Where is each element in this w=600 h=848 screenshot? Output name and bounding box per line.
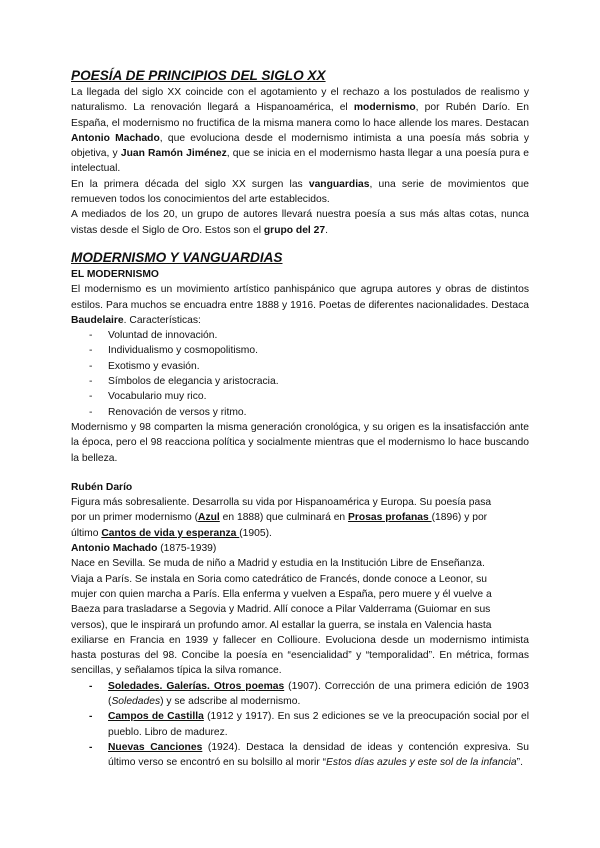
paragraph-vanguardias (71, 177, 529, 208)
paragraph-intro (71, 85, 529, 177)
machado-works-list (71, 679, 529, 771)
dario-line (71, 510, 529, 525)
paragraph-modernismo-98: Modernismo y 98 comparten la misma generación cronológica, y su origen es la insatisfacción ante la época, pero el 98 reacciona política y socialmente mientras que el modernismo lo hace buscando la belleza. (71, 421, 529, 464)
text: (1896) y por (431, 512, 488, 524)
work-description (108, 740, 529, 771)
text: , una serie de movimientos que remueven todos los conocimientos del arte establecidos. (71, 178, 529, 206)
dario-line (71, 526, 529, 541)
text: ”. (516, 757, 523, 769)
dash-bullet: - (89, 391, 93, 403)
work-description (108, 709, 529, 740)
text: último (71, 527, 102, 539)
features-list (71, 328, 529, 420)
section-title-modernismo-vanguardias: MODERNISMO Y VANGUARDIAS (71, 249, 283, 265)
dash-bullet: - (89, 360, 93, 372)
bold-modernismo: modernismo (353, 102, 416, 114)
feature-text: Símbolos de elegancia y aristocracia. (108, 376, 279, 388)
bold-grupo-del-27: grupo del 27 (263, 224, 326, 236)
machado-bio (71, 556, 529, 678)
paragraph-grupo-27 (71, 207, 529, 238)
dario-line: Figura más sobresaliente. Desarrolla su vida por Hispanoamérica y Europa. Su poesía pasa (71, 497, 492, 509)
work-title-azul: Azul (198, 512, 220, 524)
list-item (71, 343, 529, 358)
text: La llegada del siglo XX coincide con el agotamiento y el rechazo a los postulados de realismo y naturalismo. La renovación llegará a Hispanoamérica, el (71, 87, 529, 114)
text: ) y se adscribe al modernismo. (160, 695, 301, 707)
bold-baudelaire: Baudelaire (71, 314, 124, 326)
italic-quote: Estos días azules y este sol de la infancia (326, 757, 517, 769)
bold-vanguardias: vanguardias (308, 178, 370, 190)
text: , que evoluciona desde el modernismo intimista a una poesía más sobria y objetiva, y (71, 132, 529, 160)
feature-text: Exotismo y evasión. (108, 360, 200, 372)
text: (1907). Corrección de una primera edición de 1903 ( (108, 680, 529, 707)
dash-bullet: - (89, 680, 93, 692)
paragraph-modernismo-intro (71, 282, 529, 328)
text: (1912 y 1917). En sus 2 ediciones se ve la preocupación social por el pueblo. Libro de madurez. (108, 711, 529, 738)
text: , por Rubén Darío. En España, el modernismo no fructifica de la misma manera como lo hace allende los mares. Destacan (71, 102, 529, 129)
work-title: Campos de Castilla (108, 711, 204, 723)
bio-line: Baeza para trasladarse a Segovia y Madrid. Allí conoce a Pilar Valderrama (Guiomar en sus (71, 604, 491, 616)
feature-text: Voluntad de innovación. (108, 330, 218, 342)
text: (1924). Destaca la densidad de ideas y contención expresiva. Su último verso se encontró en su bolsillo al morir “ (108, 741, 529, 769)
author-heading-antonio-machado (71, 541, 529, 556)
text: en 1888) que culminará en (219, 512, 349, 524)
author-heading-ruben-dario: Rubén Darío (71, 481, 133, 493)
feature-text: Renovación de versos y ritmo. (108, 406, 247, 418)
bio-line: Nace en Sevilla. Se muda de niño a Madrid y estudia en la Institución Libre de Enseñanza. (71, 558, 485, 570)
bio-tail: exiliarse en Francia en 1939 y fallecer en Collioure. Evoluciona desde un modernismo intimista hasta posturas del 98. Concibe la poesía en “esencialidad” y “temporalidad”. En métrica, formas sencillas, y señalamos típica la silva romance. (71, 634, 529, 677)
italic-title: Soledades (111, 695, 161, 707)
list-item (71, 709, 529, 740)
dario-paragraph (71, 495, 529, 541)
feature-text: Individualismo y cosmopolitismo. (108, 345, 258, 357)
author-name: Antonio Machado (71, 543, 158, 555)
author-dates: (1875-1939) (157, 543, 217, 555)
work-title-prosas-profanas: Prosas profanas (348, 512, 432, 524)
text: A mediados de los 20, un grupo de autores llevará nuestra poesía a sus más altas cotas, nunca vistas desde el Siglo de Oro. Estos son el (71, 209, 529, 236)
text: , que se inicia en el modernismo hasta llegar a una poesía pura e intelectual. (71, 148, 529, 175)
dash-bullet: - (89, 330, 93, 342)
dash-bullet: - (89, 345, 93, 357)
list-item (71, 389, 529, 404)
text: . (325, 224, 328, 236)
document-page (71, 68, 529, 770)
list-item (71, 374, 529, 389)
bold-juan-ramon-jimenez: Juan Ramón Jiménez (120, 148, 227, 160)
work-title: Nuevas Canciones (108, 741, 203, 753)
feature-text: Vocabulario muy rico. (108, 391, 207, 403)
dash-bullet: - (89, 406, 93, 418)
dash-bullet: - (89, 711, 93, 723)
list-item (71, 405, 529, 420)
spacer (71, 466, 529, 480)
bio-line: mujer con quien marcha a París. Ella enferma y vuelven a España, pero muere y él vuelve a (71, 588, 492, 600)
bio-line: versos), que le inspirará un profundo amor. Al estallar la guerra, se instala en Valencia hasta (71, 619, 492, 631)
work-title-cantos: Cantos de vida y esperanza (101, 527, 240, 539)
text: . Características: (123, 314, 201, 326)
dash-bullet: - (89, 376, 93, 388)
text: (1905). (239, 527, 272, 539)
work-title: Soledades. Galerías. Otros poemas (108, 680, 285, 692)
text: En la primera década del siglo XX surgen las (71, 178, 309, 190)
text: El modernismo es un movimiento artístico panhispánico que agrupa autores y obras de distintos estilos. Para muchos se encuadra entre 1888 y 1916. Poetas de diferentes nacionalidades. Destaca (71, 284, 529, 311)
list-item (71, 740, 529, 771)
bold-antonio-machado: Antonio Machado (71, 132, 160, 144)
bio-line: Viaja a París. Se instala en Soria como catedrático de Francés, donde conoce a Leonor, su (71, 573, 487, 585)
subtitle-el-modernismo: EL MODERNISMO (71, 268, 159, 280)
text: por un primer modernismo ( (71, 512, 199, 524)
list-item (71, 328, 529, 343)
work-description (108, 679, 529, 710)
list-item (71, 679, 529, 710)
section-title-poesia: POESÍA DE PRINCIPIOS DEL SIGLO XX (71, 68, 326, 83)
list-item (71, 359, 529, 374)
dash-bullet: - (89, 741, 93, 753)
